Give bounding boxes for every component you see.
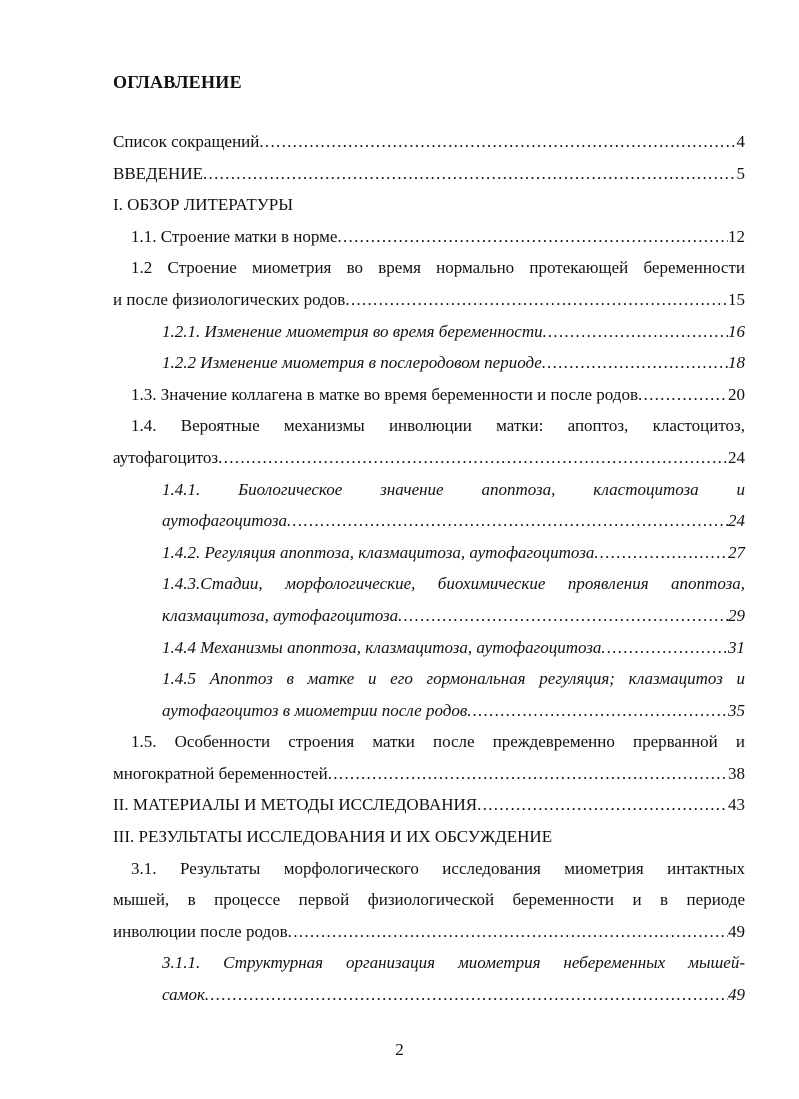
toc-entry-text[interactable]: 1.4.5 Апоптоз в матке и его гормональная регуляция; клазмацитоз и: [162, 669, 745, 689]
toc-entry-text[interactable]: 1.2 Строение миометрия во время нормально протекающей беременности: [131, 258, 745, 278]
page-number: 2: [395, 1040, 404, 1059]
toc-entry-text: аутофагоцитоза: [162, 511, 287, 531]
toc-entry-line[interactable]: [113, 821, 745, 853]
toc-entry-text: ВВЕДЕНИЕ: [113, 163, 203, 183]
toc-entry-line[interactable]: [162, 632, 745, 664]
toc-entry-text[interactable]: 3.1. Результаты морфологического исследования миометрия интактных: [131, 858, 745, 878]
toc-page-number: 5: [736, 163, 745, 183]
dot-leader: [543, 316, 728, 348]
toc-page-number: 49: [728, 921, 745, 941]
dot-leader: [542, 347, 728, 379]
toc-page-number: 18: [728, 353, 745, 373]
dot-leader: [638, 379, 728, 411]
dot-leader: [205, 979, 728, 1011]
toc-entry-text: самок: [162, 985, 205, 1005]
dot-leader: [203, 158, 737, 190]
toc-entry-line[interactable]: [113, 189, 745, 221]
toc-entry-text: II. МАТЕРИАЛЫ И МЕТОДЫ ИССЛЕДОВАНИЯ: [113, 795, 478, 815]
toc-entry-line[interactable]: [162, 537, 745, 569]
toc-entry-text: 1.4.2. Регуляция апоптоза, клазмацитоза, аутофагоцитоза: [162, 542, 595, 562]
toc-entry-line[interactable]: [113, 442, 745, 474]
toc-entry-line[interactable]: [113, 758, 745, 790]
toc-entry-line[interactable]: [162, 316, 745, 348]
dot-leader: [337, 221, 728, 253]
toc-page-number: 4: [736, 132, 745, 151]
toc-title: ОГЛАВЛЕНИЕ: [113, 72, 242, 92]
toc-entry-text[interactable]: 1.5. Особенности строения матки после преждевременно прерванной и: [131, 732, 745, 752]
toc-entry-text: 1.2.2 Изменение миометрия в послеродовом периоде: [162, 353, 542, 373]
toc-entry-text: 1.1. Строение матки в норме: [131, 226, 338, 246]
toc-page-number: 20: [728, 384, 745, 404]
toc-page-number: 24: [728, 447, 745, 467]
toc-entry-text[interactable]: 1.4.1. Биологическое значение апоптоза, кластоцитоза и: [162, 479, 745, 499]
toc-entry-text: 1.4.4 Механизмы апоптоза, клазмацитоза, аутофагоцитоза: [162, 637, 602, 657]
toc-page-number: 31: [728, 637, 745, 657]
toc-entry-text: аутофагоцитоз в миометрии после родов: [162, 700, 468, 720]
toc-entry-text: инволюции после родов: [113, 921, 288, 941]
toc-entry-line[interactable]: [162, 695, 745, 727]
toc-entry-line[interactable]: [162, 979, 745, 1011]
toc-page-number: 38: [728, 763, 745, 783]
toc-entry-text: I. ОБЗОР ЛИТЕРАТУРЫ: [113, 195, 294, 215]
toc-page-number: 15: [728, 289, 745, 309]
toc-entry-text: и после физиологических родов: [113, 289, 346, 309]
toc-entry-text: многократной беременностей: [113, 763, 328, 783]
toc-entry-text[interactable]: мышей, в процессе первой физиологической беременности и в периоде: [113, 890, 745, 910]
dot-leader: [594, 537, 728, 569]
toc-entry-text: Список сокращений: [113, 132, 260, 151]
dot-leader: [287, 505, 728, 537]
toc-page-number: 27: [728, 542, 745, 562]
dot-leader: [259, 126, 736, 158]
toc-entry-line[interactable]: [113, 789, 745, 821]
dot-leader: [601, 632, 728, 664]
toc-entry-line[interactable]: [113, 126, 745, 158]
dot-leader: [328, 758, 728, 790]
toc-page-number: 35: [728, 700, 745, 720]
toc-entry-line[interactable]: [113, 916, 745, 948]
toc-page-number: 16: [728, 321, 745, 341]
toc-entry-line[interactable]: [162, 347, 745, 379]
toc-entry-text: 1.3. Значение коллагена в матке во время беременности и после родов: [131, 384, 638, 404]
toc-entry-text[interactable]: 1.4. Вероятные механизмы инволюции матки: апоптоз, кластоцитоз,: [131, 416, 745, 436]
toc-entry-text: аутофагоцитоз: [113, 447, 219, 467]
toc-entry-line[interactable]: [162, 600, 745, 632]
toc-entry-text: клазмацитоза, аутофагоцитоза: [162, 605, 399, 625]
toc-page-number: 49: [728, 985, 745, 1005]
toc-entry-line[interactable]: [162, 505, 745, 537]
toc-entry-text: 1.2.1. Изменение миометрия во время беременности: [162, 321, 543, 341]
dot-leader: [218, 442, 728, 474]
toc-entry-line[interactable]: [113, 284, 745, 316]
toc-entry-text[interactable]: 1.4.3.Стадии, морфологические, биохимические проявления апоптоза,: [162, 574, 745, 594]
dot-leader: [398, 600, 728, 632]
toc-page-number: 29: [728, 605, 745, 625]
toc-entry-line[interactable]: [131, 379, 745, 411]
toc-page-number: 43: [728, 795, 745, 815]
dot-leader: [467, 695, 728, 727]
toc-page-number: 24: [728, 511, 745, 531]
toc-entry-line[interactable]: [113, 158, 745, 190]
table-of-contents: [0, 126, 799, 1011]
toc-entry-text[interactable]: 3.1.1. Структурная организация миометрия небеременных мышей-: [162, 953, 745, 973]
toc-entry-line[interactable]: [131, 221, 745, 253]
dot-leader: [477, 789, 728, 821]
dot-leader: [345, 284, 728, 316]
toc-entry-text: III. РЕЗУЛЬТАТЫ ИССЛЕДОВАНИЯ И ИХ ОБСУЖДЕНИЕ: [113, 827, 553, 847]
dot-leader: [288, 916, 728, 948]
toc-page-number: 12: [728, 226, 745, 246]
